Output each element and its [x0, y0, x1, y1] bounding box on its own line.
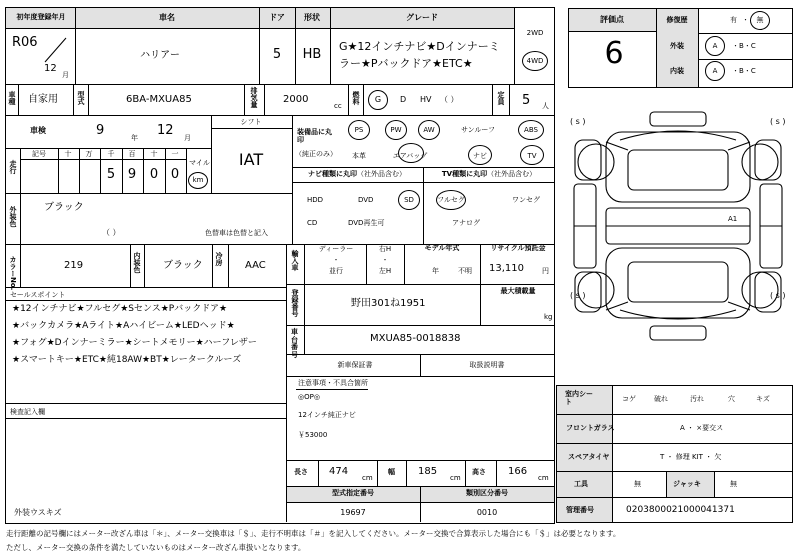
import-dealer: ディーラー [318, 245, 354, 253]
interior-grade-a: A [712, 67, 718, 75]
fuel-g: G [374, 95, 382, 104]
exterior-grade-label: 外装 [670, 42, 684, 50]
interior-grade-b: ・B・C [732, 67, 756, 75]
chassis-label: 車台番号 [291, 328, 298, 360]
seat-hole: 穴 [728, 395, 735, 403]
seat-scratch: キズ [756, 395, 770, 403]
glass-a: A ・ ×要交ス [680, 424, 724, 432]
exterior-color-other: （ ） [102, 228, 121, 237]
color-no-label: カラーNo. [9, 256, 17, 291]
max-load-unit: kg [544, 313, 553, 321]
exterior-grade-a: A [712, 42, 718, 50]
shift-value: IAT [238, 150, 264, 169]
score-label: 評価点 [600, 15, 624, 24]
car-name-value: ハリアー [140, 50, 180, 61]
seat-koge: コゲ [622, 395, 636, 403]
usage-value: 自家用 [28, 94, 58, 105]
score-value: 6 [604, 36, 624, 71]
warranty-manual: 取扱説明書 [469, 361, 505, 369]
model-label: 型式 [77, 91, 85, 105]
equip-abs: ABS [524, 126, 538, 134]
shape-label: 形状 [304, 13, 320, 22]
width-unit: cm [450, 474, 461, 482]
shift-label: シフト [240, 118, 262, 126]
first-reg-month: 12 [44, 63, 57, 74]
max-load-label: 最大積載量 [500, 287, 536, 295]
repair-no: 無 [756, 16, 764, 24]
notes-line: ◎OP◎ [298, 393, 320, 401]
class-no-label: 類別区分番号 [466, 489, 508, 497]
tv-analog: アナログ [452, 219, 480, 227]
equip-ps: PS [354, 126, 364, 134]
handle-right: 右H [378, 245, 392, 253]
doors-value: 5 [272, 47, 282, 62]
usage-label: 車種 [8, 91, 16, 105]
mileage-digit-label: 一 [171, 150, 179, 158]
handle-left: 左H [378, 267, 392, 275]
jack-label: ジャッキ [673, 480, 701, 488]
import-dot: ・ [332, 256, 340, 264]
displacement-value: 2000 [283, 94, 309, 105]
equip-leather: 本革 [352, 152, 366, 160]
type-no-value: 19697 [340, 508, 366, 517]
equip-sunroof: サンルーフ [460, 126, 496, 134]
inspection-year: 9 [96, 123, 105, 138]
length-value: 474 [329, 466, 349, 477]
class-no-value: 0010 [476, 508, 498, 517]
spare-options: T ・ 修理 KIT ・ 欠 [660, 453, 722, 461]
sales-point-line: ★12インチナビ★フルセグ★Sセンス★Pバックドア★ [12, 304, 228, 314]
tv-fullseg: フルセグ [437, 196, 465, 204]
shape-value: HB [302, 47, 322, 62]
mileage-digit: 5 [106, 167, 116, 182]
sales-point-line: ★スマートキー★ETC★純18AW★BT★レータークルーズ [12, 355, 242, 365]
height-unit: cm [538, 474, 549, 482]
color-no-value: 219 [64, 260, 84, 271]
fuel-label: 燃料 [352, 91, 360, 105]
mgmt-value: 0203800021000041371 [626, 505, 735, 515]
mileage-mile-unit: マイル [189, 159, 210, 167]
repair-yes: 有 [730, 16, 737, 24]
type-no-label: 型式指定番号 [332, 489, 374, 497]
displacement-unit: cc [334, 102, 342, 110]
capacity-label: 定員 [497, 91, 505, 105]
sales-point-line: ★バックカメラ★Aライト★Aハイビーム★LEDヘッド★ [12, 321, 235, 331]
equip-pw: PW [390, 126, 402, 134]
recycle-label: リサイクル預託金 [490, 244, 546, 252]
exterior-grade-b: ・B・C [732, 42, 756, 50]
mileage-digit-label: 万 [85, 150, 93, 158]
recycle-unit: 円 [542, 267, 549, 275]
first-reg-month-unit: 月 [62, 71, 69, 79]
capacity-value: 5 [522, 93, 531, 108]
inspector-note: 外装ウスキズ [14, 508, 62, 517]
navi-type-label: ナビ種類に丸印（社外品含む） [308, 170, 406, 178]
inspection-label: 車検 [30, 126, 46, 135]
navi-cd: CD [307, 219, 318, 227]
first-reg-label: 初年度登録年月 [16, 13, 66, 21]
exterior-color-value: ブラック [44, 202, 84, 213]
mileage-digit-label: 十 [150, 150, 158, 158]
model-year-label: モデル年式 [424, 244, 460, 252]
tools-value: 無 [634, 480, 641, 488]
drive-2wd: 2WD [526, 29, 544, 37]
footer-note-1: 走行距離の記号欄にはメーター改ざん車は「＊」、メーター交換車は「＄」、走行不明車は「＃」を記入してください。メーター交換で合算表示した場合にも「＄」は必要となります。 [6, 529, 621, 538]
registration-value: 野田301ね1951 [351, 298, 426, 309]
inspector-label: 検査記入欄 [10, 408, 45, 416]
mileage-digit: 0 [149, 167, 159, 182]
first-reg-year: R06 [12, 35, 38, 50]
seat-label: 室内シート [565, 390, 593, 407]
interior-color-label: 内装色 [133, 252, 141, 273]
mileage-label: 走行 [9, 160, 17, 174]
spare-label: スペアタイヤ [568, 453, 610, 461]
ac-value: AAC [245, 260, 266, 271]
navi-dvd: DVD [358, 196, 374, 204]
fuel-hv: HV [420, 95, 432, 104]
doors-label: ドア [269, 13, 285, 22]
mgmt-label: 管理番号 [566, 506, 594, 514]
registration-label: 登録番号 [291, 289, 299, 317]
notes-line: 12インチ純正ナビ [298, 411, 356, 419]
recycle-value: 13,110 [489, 263, 524, 274]
ac-label: 冷房 [215, 252, 223, 266]
seat-tear: 破れ [654, 395, 668, 403]
chassis-value: MXUA85-0018838 [370, 333, 461, 344]
navi-dvd-playback: DVD再生可 [348, 219, 385, 227]
mileage-km-unit: km [192, 176, 204, 184]
equip-aw: AW [423, 126, 435, 134]
import-parallel: 並行 [329, 267, 343, 275]
model-value: 6BA-MXUA85 [126, 94, 192, 105]
warranty-new-car: 新車保証書 [337, 361, 373, 369]
jack-value: 無 [730, 480, 737, 488]
tv-oneseg: ワンセグ [512, 196, 540, 204]
svg-text:( s ): ( s ) [770, 117, 786, 126]
capacity-unit: 人 [542, 102, 549, 110]
import-label: 輸入車 [291, 250, 299, 271]
navi-hdd: HDD [307, 196, 324, 204]
mileage-digit-label: 百 [128, 150, 136, 158]
length-unit: cm [362, 474, 373, 482]
interior-grade-label: 内装 [670, 67, 684, 75]
diagram-mark-a1: A1 [728, 215, 738, 223]
svg-text:( s ): ( s ) [570, 291, 586, 300]
navi-sd: SD [404, 196, 414, 204]
repair-label: 修復歴 [666, 16, 688, 24]
model-year-unit: 年 [432, 267, 439, 275]
height-value: 166 [508, 466, 528, 477]
inspection-month-unit: 月 [184, 134, 191, 142]
width-label: 幅 [388, 468, 395, 476]
width-value: 185 [418, 466, 438, 477]
footer-note-2: ただし、メーター交換の条件を満たしていないものはメーター改ざん車扱いとなります。 [6, 543, 306, 552]
equip-navi: ナビ [473, 152, 487, 160]
equip-airbag: エアバッグ [392, 152, 428, 160]
grade-line2: ラー★Pバックドア★ETC★ [339, 57, 473, 70]
equipment-label: 装備品に丸印 [297, 128, 332, 145]
sales-points-label: セールスポイント [10, 291, 66, 299]
car-name-label: 車名 [159, 13, 175, 22]
inspection-year-unit: 年 [131, 134, 138, 142]
height-label: 高さ [472, 468, 486, 476]
seat-stain: 汚れ [690, 395, 704, 403]
mileage-digit: 9 [127, 167, 137, 182]
model-year-unknown: 不明 [458, 267, 472, 275]
repair-sep: ・ [742, 16, 749, 24]
inspection-month: 12 [157, 123, 174, 138]
exterior-color-label: 外装色 [9, 206, 17, 227]
notes-label: 注意事項・不具合箇所 [298, 379, 368, 387]
handle-dot: ・ [381, 256, 389, 264]
mileage-code-label: 記号 [32, 150, 46, 158]
mileage-digit-label: 十 [64, 150, 72, 158]
sales-point-line: ★フォグ★Dインナーミラー★シートメモリー★ハーフレザー [12, 338, 257, 348]
tools-label: 工具 [574, 480, 588, 488]
drive-4wd: 4WD [526, 57, 544, 65]
equip-tv: TV [527, 152, 537, 160]
interior-color-value: ブラック [163, 260, 203, 271]
tv-type-label: TV種類に丸印（社外品含む） [441, 170, 537, 178]
fuel-other: （ ） [440, 95, 459, 104]
mileage-digit-label: 千 [107, 150, 115, 158]
svg-text:( s ): ( s ) [770, 291, 786, 300]
svg-text:( s ): ( s ) [570, 117, 586, 126]
exterior-color-note: 色替車は色替と記入 [205, 229, 268, 237]
mileage-digit: 0 [170, 167, 180, 182]
notes-line: ￥53000 [298, 431, 328, 439]
grade-line1: G★12インチナビ★Dインナーミ [339, 40, 500, 53]
displacement-label: 排気量 [250, 87, 258, 108]
glass-label: フロントガラス [566, 424, 615, 432]
length-label: 長さ [294, 468, 308, 476]
grade-label: グレード [406, 13, 438, 22]
fuel-d: D [400, 95, 407, 104]
equipment-sub: （純正のみ） [295, 150, 337, 158]
